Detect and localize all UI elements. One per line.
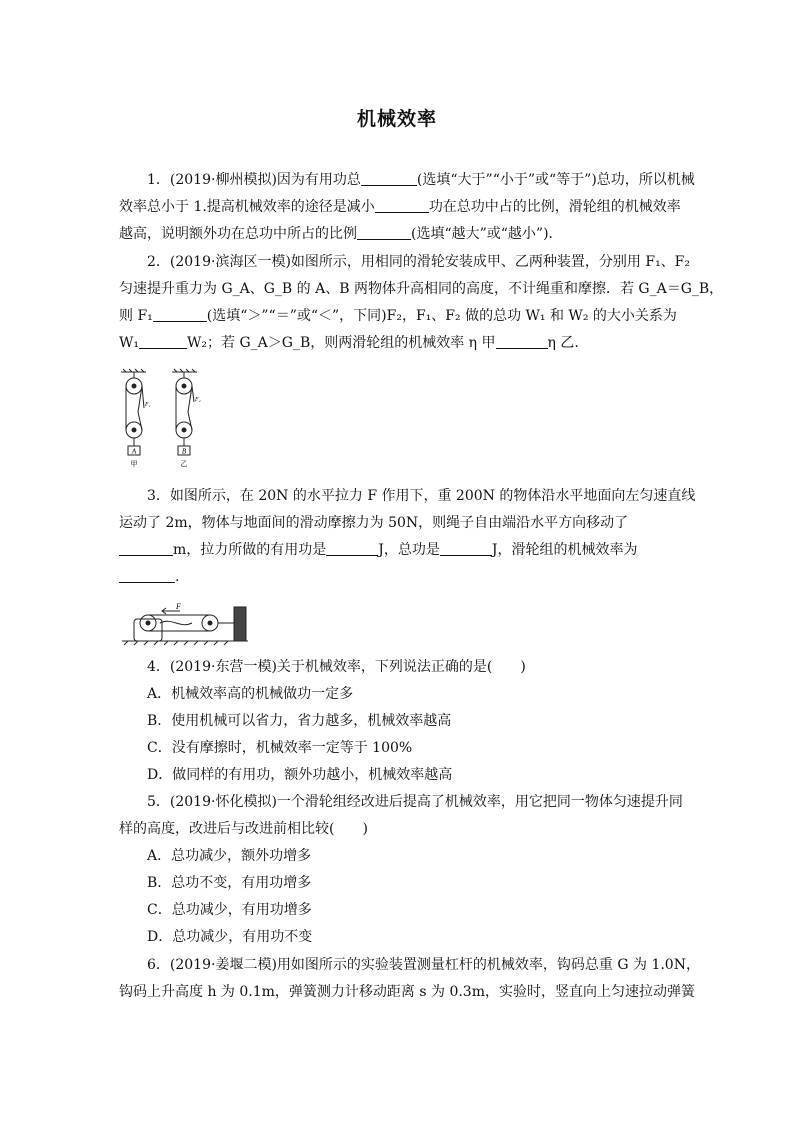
answer-blank[interactable] bbox=[361, 171, 417, 186]
answer-blank[interactable] bbox=[139, 334, 187, 349]
block-a-label: A bbox=[131, 447, 137, 456]
answer-blank[interactable] bbox=[119, 541, 173, 556]
q4-option-a[interactable]: A．机械效率高的机械做功一定多 bbox=[147, 686, 354, 702]
q5-option-d[interactable]: D．总功减少，有用功不变 bbox=[147, 929, 313, 945]
q4-stem: 4．(2019·东营一模)关于机械效率，下列说法正确的是( ) bbox=[147, 659, 526, 675]
answer-blank[interactable] bbox=[119, 568, 175, 583]
q6-line-2: 钩码上升高度 h 为 0.1m，弹簧测力计移动距离 s 为 0.3m，实验时，竖直向上匀速拉动弹簧 bbox=[119, 984, 695, 1000]
q1-line-1: 1．(2019·柳州模拟)因为有用功总 (选填“大于”“小于”或“等于”)总功，所以机械 bbox=[147, 172, 695, 188]
q5-option-b[interactable]: B．总功不变，有用功增多 bbox=[147, 875, 312, 891]
force-f-label: F bbox=[176, 602, 181, 611]
force-f2-label: F₂ bbox=[195, 397, 201, 403]
q3-line-4: . bbox=[119, 567, 679, 587]
q1-line-3: 越高，说明额外功在总功中所占的比例 (选填“越大”或“越小”)． bbox=[119, 226, 563, 242]
q5-option-a[interactable]: A．总功减少，额外功增多 bbox=[147, 848, 312, 864]
force-f1-label: F₁ bbox=[145, 402, 151, 408]
label-yi: 乙 bbox=[180, 460, 188, 468]
q2-line-2: 匀速提升重力为 G_A、G_B 的 A、B 两物体升高相同的高度，不计绳重和摩擦．若 G_A＝G_B， bbox=[119, 281, 724, 297]
answer-blank[interactable] bbox=[375, 198, 429, 213]
answer-blank[interactable] bbox=[496, 334, 548, 349]
horizontal-pulley-figure bbox=[120, 603, 250, 645]
q3-line-3: m，拉力所做的有用功是 J，总功是 J，滑轮组的机械效率为 bbox=[119, 540, 679, 560]
page-title: 机械效率 bbox=[356, 108, 437, 130]
q5-line-1: 5．(2019·怀化模拟)一个滑轮组经改进后提高了机械效率，用它把同一物体匀速提升同 bbox=[147, 794, 683, 810]
block-b-label: B bbox=[181, 447, 187, 456]
pulley-systems-figure bbox=[118, 368, 200, 470]
q5-option-c[interactable]: C．总功减少，有用功增多 bbox=[147, 902, 312, 918]
q5-line-2: 样的高度，改进后与改进前相比较( ) bbox=[119, 821, 368, 837]
q2-line-1: 2．(2019·滨海区一模)如图所示，用相同的滑轮安装成甲、乙两种装置，分别用 F₁、F₂ bbox=[147, 254, 691, 270]
q3-line-2: 运动了 2m，物体与地面间的滑动摩擦力为 50N，则绳子自由端沿水平方向移动了 bbox=[119, 515, 629, 531]
q2-line-3: 则 F₁ (选填“＞”“＝”或“＜”，下同)F₂，F₁、F₂ 做的总功 W₁ 和 W₂ 的大小关系为 bbox=[119, 308, 677, 324]
q6-line-1: 6．(2019·姜堰二模)用如图所示的实验装置测量杠杆的机械效率，钩码总重 G 为 1.0N， bbox=[147, 957, 700, 973]
q4-option-b[interactable]: B．使用机械可以省力，省力越多，机械效率越高 bbox=[147, 713, 452, 729]
answer-blank[interactable] bbox=[440, 541, 492, 556]
answer-blank[interactable] bbox=[357, 225, 411, 240]
label-jia: 甲 bbox=[130, 460, 138, 468]
q4-option-c[interactable]: C．没有摩擦时，机械效率一定等于 100% bbox=[147, 740, 413, 756]
q1-line-2: 效率总小于 1.提高机械效率的途径是减小 功在总功中占的比例，滑轮组的机械效率 bbox=[119, 199, 681, 215]
q2-line-4: W₁ W₂；若 G_A＞G_B，则两滑轮组的机械效率 η 甲 η 乙. bbox=[119, 335, 579, 351]
q4-option-d[interactable]: D．做同样的有用功，额外功越小，机械效率越高 bbox=[147, 767, 453, 783]
answer-blank[interactable] bbox=[153, 307, 207, 322]
q3-line-1: 3．如图所示，在 20N 的水平拉力 F 作用下，重 200N 的物体沿水平地面向左匀速直线 bbox=[147, 488, 696, 504]
answer-blank[interactable] bbox=[326, 541, 378, 556]
